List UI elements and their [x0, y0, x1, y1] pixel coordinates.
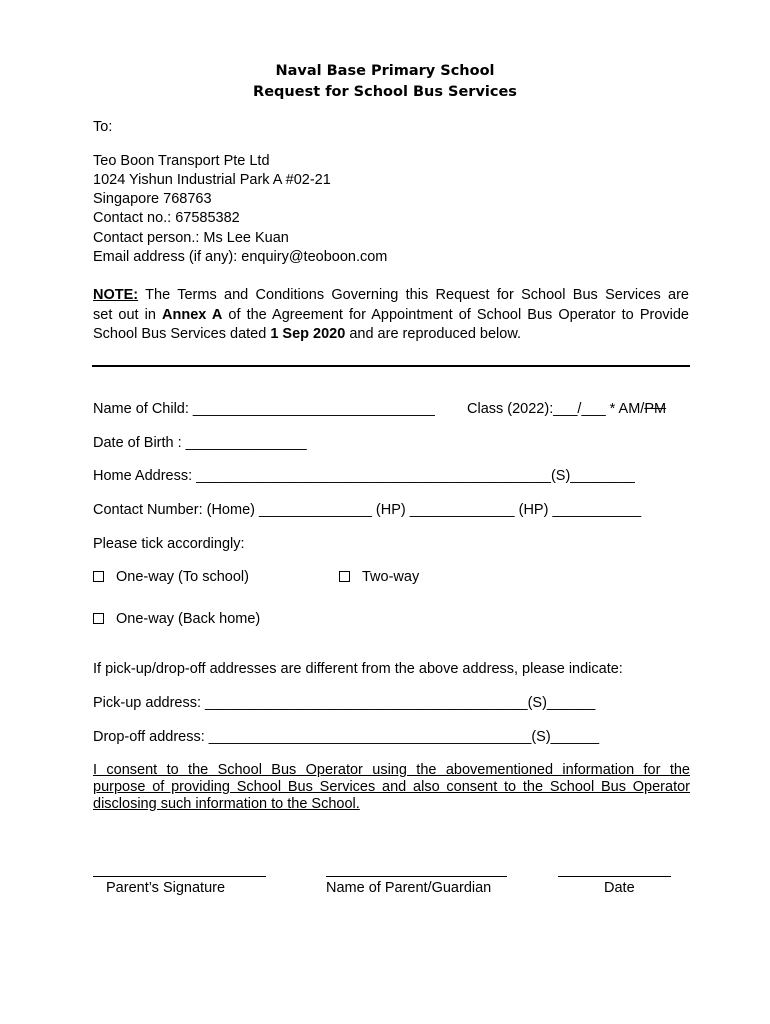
date-line[interactable] [558, 876, 671, 877]
date-label: Date [604, 880, 635, 896]
dropoff-address-field[interactable]: Drop-off address: ________________________________________(S)______ [93, 729, 600, 745]
contact-no: Contact no.: 67585382 [93, 210, 240, 226]
note-line-2 [93, 307, 689, 323]
option-twoway[interactable] [339, 569, 419, 585]
note-text-3b: and are reproduced below. [345, 326, 522, 342]
parent-signature-label: Parent’s Signature [106, 880, 226, 896]
form-title: Request for School Bus Services [253, 84, 517, 100]
pickup-address-field[interactable]: Pick-up address: ________________________________________(S)______ [93, 695, 596, 711]
tick-prompt: Please tick accordingly: [93, 536, 245, 552]
option-oneway-home[interactable] [93, 611, 260, 627]
checkbox-oneway-home[interactable] [93, 613, 104, 624]
note-text-2a: set out in [93, 307, 163, 323]
option-twoway-label: Two-way [362, 569, 420, 585]
contact-person: Contact person.: Ms Lee Kuan [93, 230, 289, 246]
checkbox-oneway-school[interactable] [93, 571, 104, 582]
note-line-1 [93, 287, 689, 303]
home-address-field[interactable]: Home Address: ____________________________________________(S)________ [93, 468, 635, 484]
note-date: 1 Sep 2020 [270, 326, 346, 342]
address-line-2: Singapore 768763 [93, 191, 212, 207]
parent-name-line[interactable] [326, 876, 507, 877]
email-address: Email address (if any): enquiry@teoboon.com [93, 249, 388, 265]
class-pm-option: PM [644, 401, 667, 417]
diff-address-prompt: If pick-up/drop-off addresses are different from the above address, please indicate: [93, 661, 623, 677]
note-line-3 [93, 326, 521, 342]
option-oneway-home-label: One-way (Back home) [116, 611, 261, 627]
note-text-1: The Terms and Conditions Governing this Request for School Bus Services are [138, 287, 689, 303]
checkbox-twoway[interactable] [339, 571, 350, 582]
option-oneway-school-label: One-way (To school) [116, 569, 249, 585]
to-label: To: [93, 119, 113, 135]
parent-signature-line[interactable] [93, 876, 266, 877]
consent-line-1: I consent to the School Bus Operator using the abovementioned information for the [93, 762, 690, 778]
note-text-2b: of the Agreement for Appointment of School Bus Operator to Provide [222, 307, 689, 323]
parent-name-label: Name of Parent/Guardian [326, 880, 492, 896]
address-line-1: 1024 Yishun Industrial Park A #02-21 [93, 172, 331, 188]
section-divider [92, 365, 690, 367]
consent-line-3: disclosing such information to the School. [93, 796, 360, 812]
option-oneway-school[interactable] [93, 569, 249, 585]
child-name-field[interactable]: Name of Child: ______________________________ [93, 401, 435, 417]
contact-number-field[interactable]: Contact Number: (Home) ______________ (HP) _____________ (HP) ___________ [93, 502, 642, 518]
note-annex: Annex A [162, 307, 223, 323]
school-name: Naval Base Primary School [275, 63, 495, 79]
note-text-3a: School Bus Services dated [93, 326, 271, 342]
class-label: Class (2022):___/___ * AM/ [467, 401, 645, 417]
note-label: NOTE: [93, 287, 139, 303]
company-name: Teo Boon Transport Pte Ltd [93, 153, 270, 169]
class-field[interactable] [467, 401, 666, 417]
dob-field[interactable]: Date of Birth : _______________ [93, 435, 307, 451]
consent-line-2: purpose of providing School Bus Services and also consent to the School Bus Operator [93, 779, 690, 795]
